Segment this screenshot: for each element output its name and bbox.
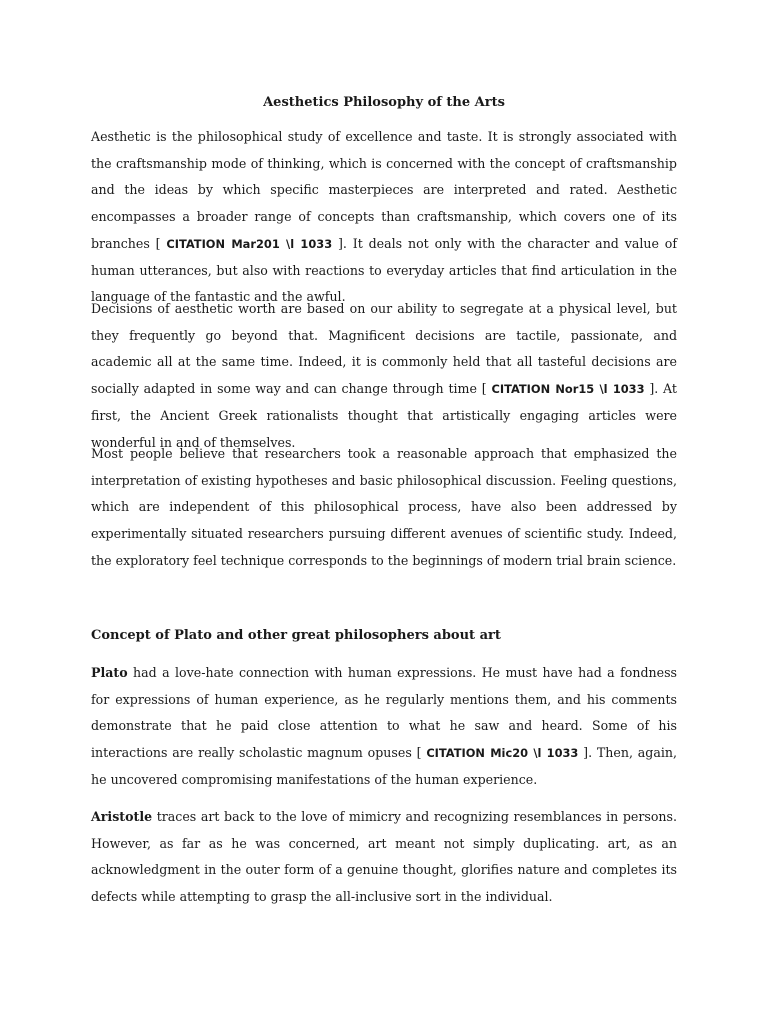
paragraph-text: had a love-hate connection with human expressions. He must have had a fondness for expressions of human experience, as he regularly mentions them, and his comments demonstrate that he paid close attention to what he saw and heard. Some of his interactions are really scholastic magnum opuses [ [91,665,677,761]
section-heading: Concept of Plato and other great philosophers about art [91,628,501,643]
citation-field: CITATION Nor15 \l 1033 [491,382,645,397]
paragraph-text: ]. At first, the Ancient Greek rationalists thought that artistically engaging articles were wonderful in and of themselves. [91,381,677,450]
paragraph-text: Aesthetic is the philosophical study of excellence and taste. It is strongly associated with the craftsmanship mode of thinking, which is concerned with the concept of craftsmanship and the ideas by which specific masterpieces are interpreted and rated. Aesthetic encompasses a broader range of concepts than craftsmanship, which covers one of its branches [ [91,129,677,251]
paragraph-researchers [91,441,677,575]
paragraph-aesthetic-definition [91,124,677,311]
paragraph-text: ]. It deals not only with the character and value of human utterances, but also with reactions to everyday articles that find articulation in the language of the fantastic and the awful. [91,235,678,305]
paragraph-text: Most people believe that researchers took a reasonable approach that emphasized the interpretation of existing hypotheses and basic philosophical discussion. Feeling questions, which are independent of this philosophical process, have also been addressed by experimentally situated researchers pursuing different avenues of scientific study. Indeed, the exploratory feel technique corresponds to the beginnings of modern trial brain science. [91,446,677,568]
paragraph-text: ]. Then, again, he uncovered compromising manifestations of the human experience. [91,745,677,787]
document-title: Aesthetics Philosophy of the Arts [263,95,505,110]
citation-field: CITATION Mar201 \l 1033 [166,236,333,251]
philosopher-name: Aristotle [91,809,153,824]
philosopher-name: Plato [91,665,128,680]
paragraph-plato [91,660,677,794]
paragraph-aesthetic-worth [91,296,677,456]
paragraph-text: traces art back to the love of mimicry and recognizing resemblances in persons. However, as far as he was concerned, art meant not simply duplicating. art, as an acknowledgment in the outer form of a genuine thought, glorifies nature and completes its defects while attempting to grasp the all-inclusive sort in the individual. [91,809,677,905]
paragraph-aristotle [91,804,677,911]
paragraph-text: Decisions of aesthetic worth are based on our ability to segregate at a physical level, but they frequently go beyond that. Magnificent decisions are tactile, passionate, and academic all at the same time. Indeed, it is commonly held that all tasteful decisions are socially adapted in some way and can change through time [ [91,301,677,397]
citation-field: CITATION Mic20 \l 1033 [426,746,579,761]
